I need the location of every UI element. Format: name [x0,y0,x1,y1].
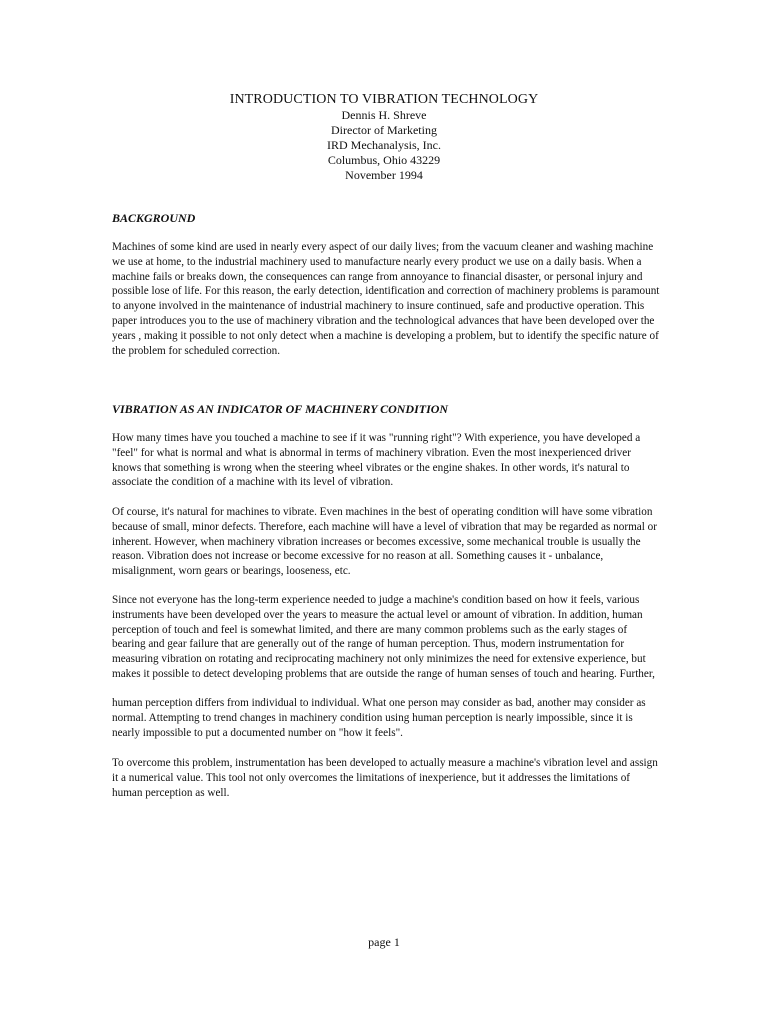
paragraph-vibration-1 [112,431,660,490]
paragraph-text: human perception differs from individual to individual. What one person may consider as bad, another may consider as normal. Attempting to trend changes in machinery condition using human perception is nearly impossible, since it is nearly impossible to put a documented number on "how it feels". [112,697,646,739]
company-name: IRD Mechanalysis, Inc. [327,138,441,152]
author-position: Director of Marketing [331,123,437,137]
paragraph-text: Machines of some kind are used in nearly every aspect of our daily lives; from the vacuum cleaner and washing machine we use at home, to the industrial machinery used to manufacture nearly every product we use on a daily basis. When a machine fails or breaks down, the consequences can range from annoyance to financial disaster, or personal injury and possible lose of life. For this reason, the early detection, identification and correction of machinery problems is paramount to anyone involved in the maintenance of industrial machinery to insure continued, safe and productive operation. This paper introduces you to the use of machinery vibration and the technological advances that have been developed over the years , making it possible to not only detect when a machine is developing a problem, but to identify the specific nature of the problem for scheduled correction. [112,241,660,357]
author-name: Dennis H. Shreve [341,108,427,122]
section-heading-background: BACKGROUND [112,211,196,225]
page-number: page 1 [368,935,400,949]
paragraph-vibration-2 [112,505,660,579]
paragraph-text: To overcome this problem, instrumentation has been developed to actually measure a machine's vibration level and assign it a numerical value. This tool not only overcomes the limitations of inexperience, but it addresses the limitations of human perception as well. [112,757,658,799]
section-heading-vibration-indicator: VIBRATION AS AN INDICATOR OF MACHINERY CONDITION [112,402,449,416]
document-header [0,92,768,183]
paragraph-text: Since not everyone has the long-term experience needed to judge a machine's condition based on how it feels, various instruments have been developed over the years to measure the actual level or amount of vibration. In addition, human perception of touch and feel is somewhat limited, and there are many common problems such as the early stages of bearing and gear failure that are generally out of the range of human perception. Thus, modern instrumentation for measuring vibration on rotating and reciprocating machinery not only minimizes the need for extensive experience, but makes it possible to detect developing problems that are outside the range of human senses of touch and hearing. Further, [112,594,655,680]
paragraph-text: How many times have you touched a machine to see if it was "running right"? With experience, you have developed a "feel" for what is normal and what is abnormal in terms of machinery vibration. Even the most inexperienced driver knows that something is wrong when the steering wheel vibrates or the engine shakes. In other words, it's natural to associate the condition of a machine with its level of vibration. [112,432,641,489]
paragraph-vibration-4 [112,696,660,740]
paragraph-vibration-3 [112,593,660,682]
paragraph-text: Of course, it's natural for machines to vibrate. Even machines in the best of operating condition will have some vibration because of small, minor defects. Therefore, each machine will have a level of vibration that may be regarded as normal or inherent. However, when machinery vibration increases or becomes excessive, some mechanical trouble is usually the reason. Vibration does not increase or become excessive for no reason at all. Something causes it - unbalance, misalignment, worn gears or bearings, looseness, etc. [112,506,657,578]
paragraph-vibration-5 [112,756,660,800]
company-location: Columbus, Ohio 43229 [327,153,441,167]
document-date: November 1994 [345,168,423,182]
document-title: INTRODUCTION TO VIBRATION TECHNOLOGY [229,92,539,107]
paragraph-background-1 [112,240,660,358]
